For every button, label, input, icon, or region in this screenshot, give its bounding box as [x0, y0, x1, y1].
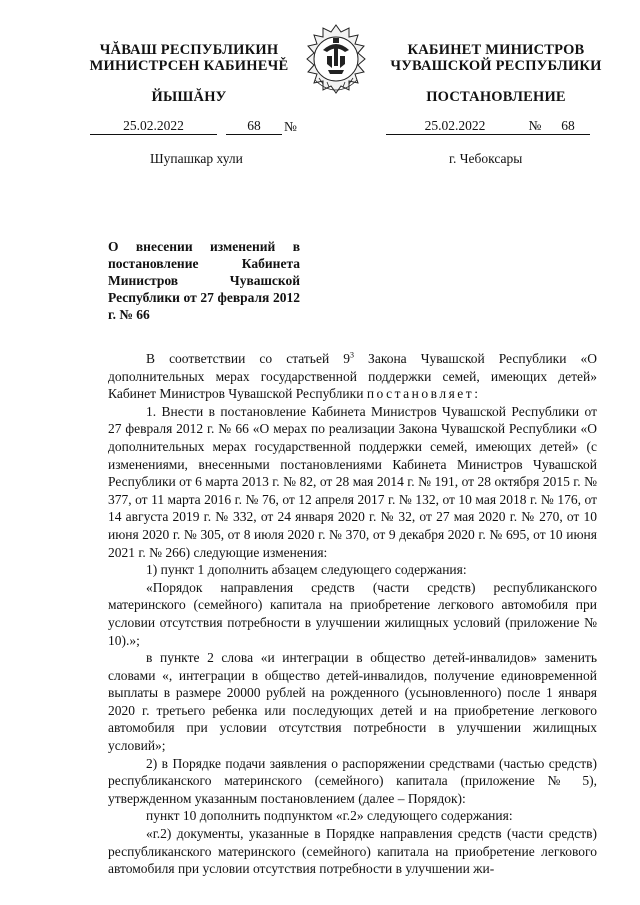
header-right-organization [385, 42, 607, 74]
left-date: 25.02.2022 [90, 118, 217, 135]
paragraph-7: пункт 10 дополнить подпунктом «г.2» следующего содержания: [146, 808, 513, 824]
document-title: О внесении изменений в постановление Кабинета Министров Чувашской Республики от 27 февраля 2012 г. № 66 [108, 239, 300, 322]
right-number: 68 [546, 118, 590, 135]
chuvash-emblem-icon [297, 20, 375, 98]
header-left-org-line1: ЧĂВАШ РЕСПУБЛИКИН [99, 42, 279, 58]
paragraph-1: В соответствии со статьей $9^3$ Закона Чувашской Республики «О дополнительных мерах государственной поддержки семей, имеющих детей» Кабинет Министров Чувашской Республики постановляет: [108, 350, 598, 402]
paragraph-6: 2) в Порядке подачи заявления о распоряжении средствами (частью средств) республиканского материнского (семейного) капитала (приложение № 5), утвержденном указанным постановлением (далее – Порядок): [108, 755, 597, 806]
header-right-org-line2: ЧУВАШСКОЙ РЕСПУБЛИКИ [390, 58, 602, 74]
header-left-org-line2: МИНИСТРСЕН КАБИНЕЧĚ [89, 58, 289, 74]
left-number: 68 [226, 118, 282, 135]
document-body [108, 350, 597, 878]
right-date: 25.02.2022 [386, 118, 524, 135]
place-left: Шупашкар хули [150, 151, 243, 166]
paragraph-8: «г.2) документы, указанные в Порядке направления средств (части средств) республиканского материнского (семейного) капитала на приобретение легкового автомобиля при условии отсутствия потребности в улучшении жи- [108, 826, 597, 877]
left-number-sign: № [284, 119, 297, 134]
place-right: г. Чебоксары [449, 151, 523, 166]
header-right-doc-type: ПОСТАНОВЛЕНИЕ [426, 89, 566, 105]
paragraph-3: 1) пункт 1 дополнить абзацем следующего содержания: [146, 562, 467, 578]
header-right-org-line1: КАБИНЕТ МИНИСТРОВ [407, 42, 585, 58]
right-number-sign: № [524, 118, 546, 135]
paragraph-5: в пункте 2 слова «и интеграции в общество детей-инвалидов» заменить словами «, интеграции в общество детей-инвалидов, получение единовременной выплаты в размере 20000 рублей на рожденного (усыновленного) после 1 января 2020 г. третьего ребенка или последующих детей и на приобретение легкового автомобиля при условии отсутствия потребности в улучшении жилищных условий»; [108, 650, 597, 754]
header-left-organization [78, 42, 300, 74]
left-date-number-row [90, 117, 310, 135]
paragraph-2: 1. Внести в постановление Кабинета Министров Чувашской Республики от 27 февраля 2012 г. № 66 «О мерах по реализации Закона Чувашской Республики «О дополнительных мерах государственной поддержки семей, имеющих детей» (с изменениями, внесенными постановлениями Кабинета Министров Чувашской Республики от 6 марта 2013 г. № 82, от 28 мая 2014 г. № 191, от 28 октября 2015 г. № 377, от 11 марта 2016 г. № 76, от 12 апреля 2017 г. № 132, от 10 мая 2018 г. № 176, от 14 августа 2019 г. № 332, от 24 января 2020 г. № 32, от 27 мая 2020 г. № 270, от 10 июня 2020 г. № 305, от 8 июля 2020 г. № 370, от 9 декабря 2020 г. № 695, от 10 июня 2021 г. № 266) следующие изменения: [108, 403, 597, 560]
right-date-number-row [386, 117, 596, 135]
header-left-doc-type: ЙЫШĂНУ [151, 89, 227, 105]
paragraph-4: «Порядок направления средств (части средств) республиканского материнского (семейного) капитала на приобретение легкового автомобиля при условии отсутствия потребности в улучшении жилищных условий (приложение № 10).»; [108, 579, 597, 648]
